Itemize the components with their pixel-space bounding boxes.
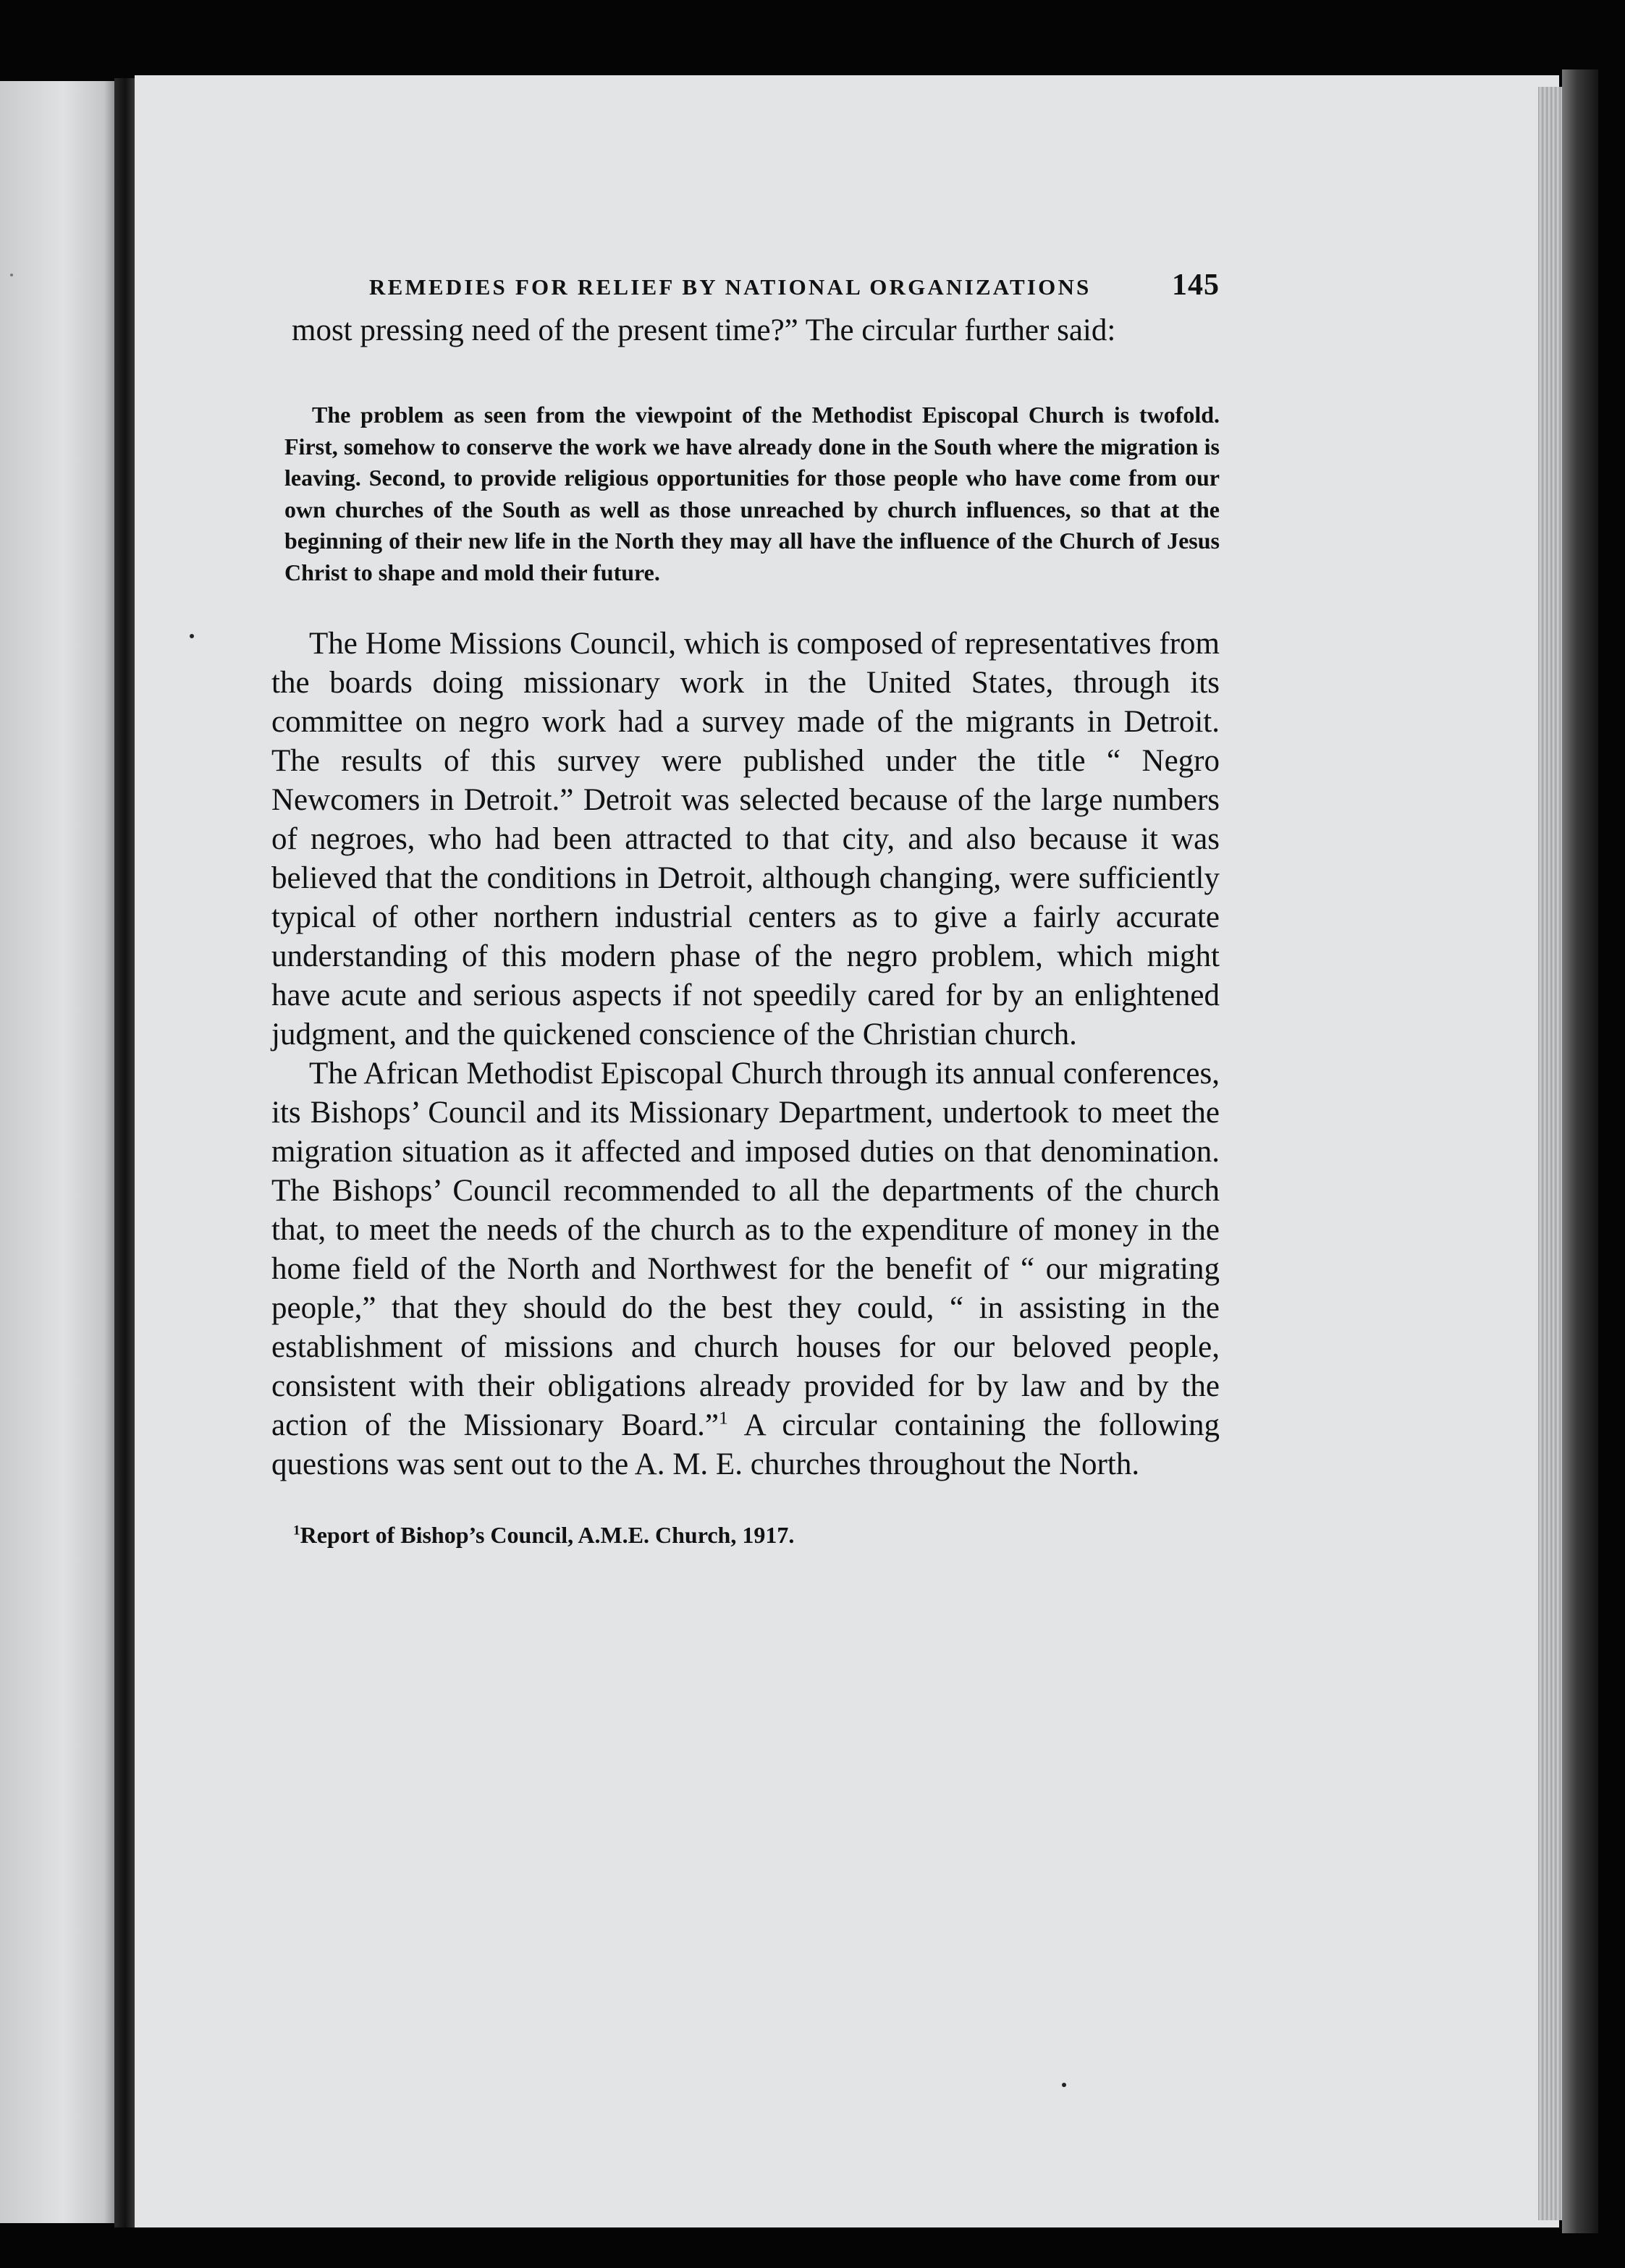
facing-page-edge — [0, 81, 116, 2223]
footnote-reference: 1 — [719, 1407, 728, 1429]
footnote-text: Report of Bishop’s Council, A.M.E. Church, 1917. — [300, 1522, 795, 1548]
paragraph-ame-church — [271, 1054, 1220, 1484]
running-head — [271, 268, 1220, 302]
paragraph-ame-church-main: The African Methodist Episcopal Church through its annual conferences, its Bishops’ Council and its Missionary Department, undertook to meet the migration situation as it affected and imposed duties on that denomination. The Bishops’ Council recommended to all the departments of the church that, to meet the needs of the church as to the expenditure of money in the home field of the North and Northwest for the benefit of “ our migrating people,” that they should do the best they could, “ in assisting in the establishment of missions and church houses for our beloved people, consistent with their obligations already provided for by law and by the action of the Missionary Board.” — [271, 1057, 1220, 1442]
paragraph-home-missions: The Home Missions Council, which is composed of representatives from the boards doing missionary work in the United States, through its committee on negro work had a survey made of the migrants in Detroit. The results of this survey were published under the title “ Negro Newcomers in Detroit.” Detroit was selected because of the large numbers of negroes, who had been attracted to that city, and also because it was believed that the conditions in Detroit, although changing, were sufficiently typical of other northern industrial centers as to give a fairly accurate understanding of this modern phase of the negro problem, which might have acute and serious aspects if not speedily cared for by an enlightened judgment, and the quickened conscience of the Christian church. — [271, 627, 1220, 1052]
footnote — [293, 1520, 1220, 1549]
scan-speck — [10, 274, 13, 276]
scan-speck — [190, 634, 194, 638]
scan-speck — [1062, 2083, 1066, 2087]
book-cover-edge — [1562, 69, 1598, 2233]
opening-lines: most pressing need of the present time?” The circular further said: — [292, 313, 1116, 347]
page-stack-edge — [1538, 87, 1563, 2220]
page-number: 145 — [1172, 268, 1220, 302]
running-head-title: REMEDIES FOR RELIEF BY NATIONAL ORGANIZATIONS — [369, 274, 1092, 300]
page-text — [271, 268, 1220, 1549]
block-quote: The problem as seen from the viewpoint of the Methodist Episcopal Church is twofold. First, somehow to conserve the work we have already done in the South where the migration is leaving. Second, to provide religious opportunities for those people who have come from our own churches of the South as well as those unreached by church influences, so that at the beginning of their new life in the North they may all have the influence of the Church of Jesus Christ to shape and mold their future. — [284, 402, 1220, 585]
footnote-mark: 1 — [293, 1523, 300, 1539]
book-gutter — [114, 78, 136, 2227]
paragraph-ame-church-tail: A circular containing the following questions was sent out to the A. M. E. churches throughout the North. — [271, 1408, 1220, 1481]
